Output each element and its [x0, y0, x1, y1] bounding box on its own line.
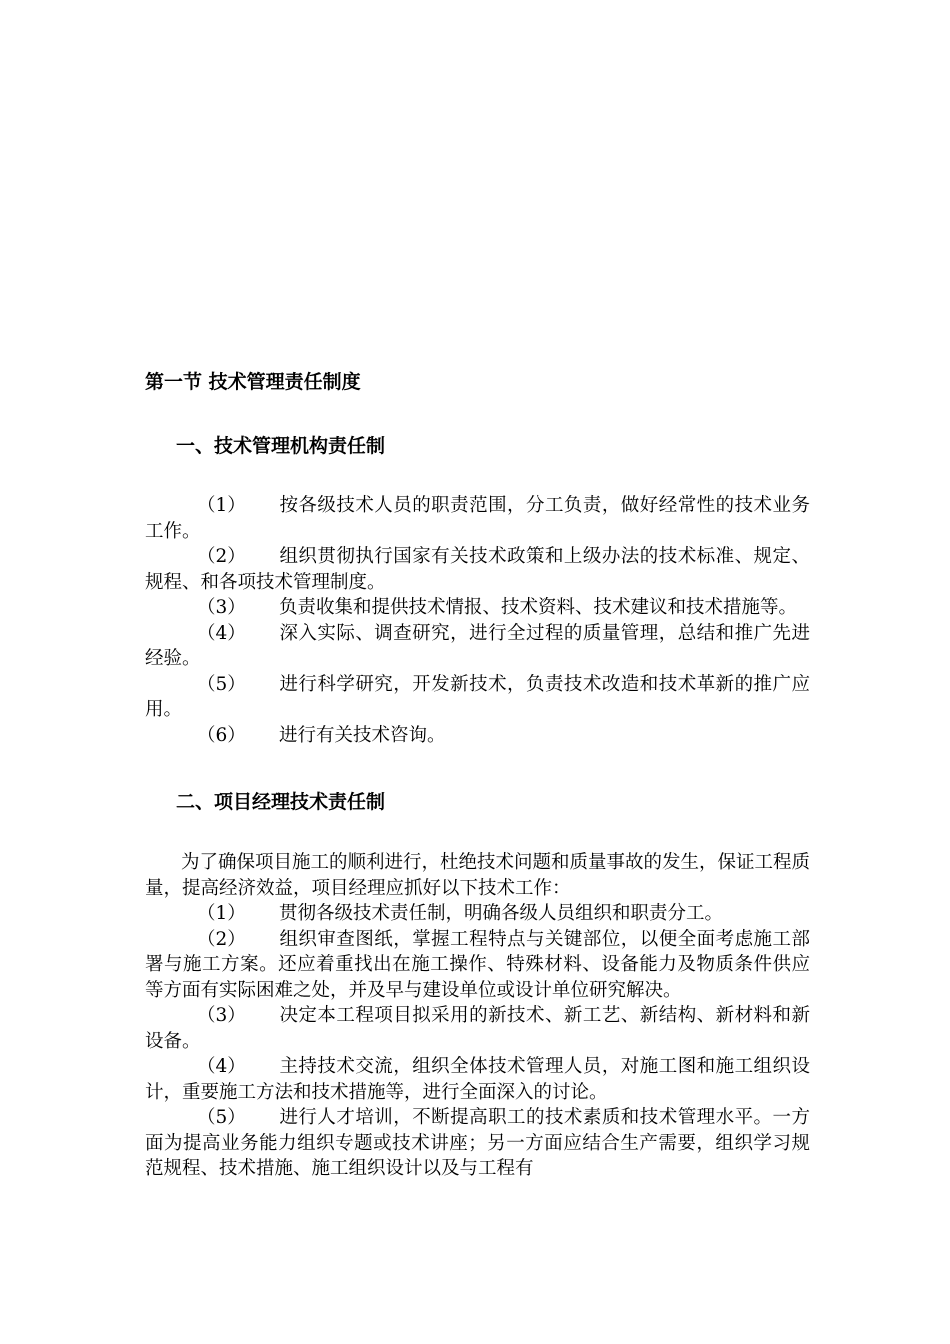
- item-number: （4）: [197, 1056, 246, 1077]
- list-item: [145, 901, 810, 927]
- item-text: 进行人才培训，不断提高职工的技术素质和技术管理水平。一方面为提高业务能力组织专题或技术讲座；另一方面应结合生产需要，组织学习规范规程、技术措施、施工组织设计以及与工程有: [145, 1107, 810, 1179]
- list-item: [145, 927, 810, 1004]
- item-number: （3）: [197, 1005, 246, 1026]
- list-item: [145, 1105, 810, 1182]
- item-text: 深入实际、调查研究，进行全过程的质量管理，总结和推广先进经验。: [145, 622, 810, 669]
- item-number: （1）: [197, 495, 246, 516]
- item-text: 进行有关技术咨询。: [279, 724, 446, 746]
- list-item: [145, 493, 810, 544]
- list-item: [145, 1054, 810, 1105]
- list-item: [145, 544, 810, 595]
- item-number: （4）: [197, 622, 246, 644]
- part2-content: [145, 850, 810, 1182]
- item-text: 主持技术交流，组织全体技术管理人员，对施工图和施工组织设计，重要施工方法和技术措施等，进行全面深入的讨论。: [145, 1056, 810, 1103]
- item-number: （1）: [197, 903, 246, 924]
- item-text: 组织审查图纸，掌握工程特点与关键部位，以便全面考虑施工部署与施工方案。还应着重找出在施工操作、特殊材料、设备能力及物质条件供应等方面有实际困难之处，并及早与建设单位或设计单位研究解决。: [145, 928, 810, 1001]
- list-item: [145, 621, 810, 672]
- item-number: （3）: [197, 597, 246, 618]
- intro-paragraph: 为了确保项目施工的顺利进行，杜绝技术问题和质量事故的发生，保证工程质量，提高经济效益，项目经理应抓好以下技术工作：: [145, 852, 811, 899]
- list-item: [145, 723, 810, 749]
- item-text: 贯彻各级技术责任制，明确各级人员组织和职责分工。: [279, 903, 724, 924]
- item-text: 决定本工程项目拟采用的新技术、新工艺、新结构、新材料和新设备。: [145, 1005, 810, 1052]
- part1-heading: 一、技术管理机构责任制: [176, 435, 386, 457]
- item-number: （5）: [197, 1107, 246, 1128]
- item-text: 按各级技术人员的职责范围，分工负责，做好经常性的技术业务工作。: [145, 495, 810, 542]
- part2-heading: 二、项目经理技术责任制: [176, 791, 386, 813]
- item-text: 负责收集和提供技术情报、技术资料、技术建议和技术措施等。: [279, 597, 798, 618]
- item-number: （2）: [197, 928, 246, 950]
- part1-list: [145, 493, 810, 748]
- section-title: 第一节 技术管理责任制度: [145, 371, 361, 393]
- list-item: [145, 1003, 810, 1054]
- item-text: 组织贯彻执行国家有关技术政策和上级办法的技术标准、规定、规程、和各项技术管理制度。: [145, 546, 810, 593]
- item-text: 进行科学研究，开发新技术，负责技术改造和技术革新的推广应用。: [145, 673, 810, 720]
- item-number: （6）: [197, 724, 246, 746]
- list-item: [145, 672, 810, 723]
- item-number: （5）: [197, 673, 246, 695]
- list-item: [145, 595, 810, 621]
- item-number: （2）: [197, 546, 246, 567]
